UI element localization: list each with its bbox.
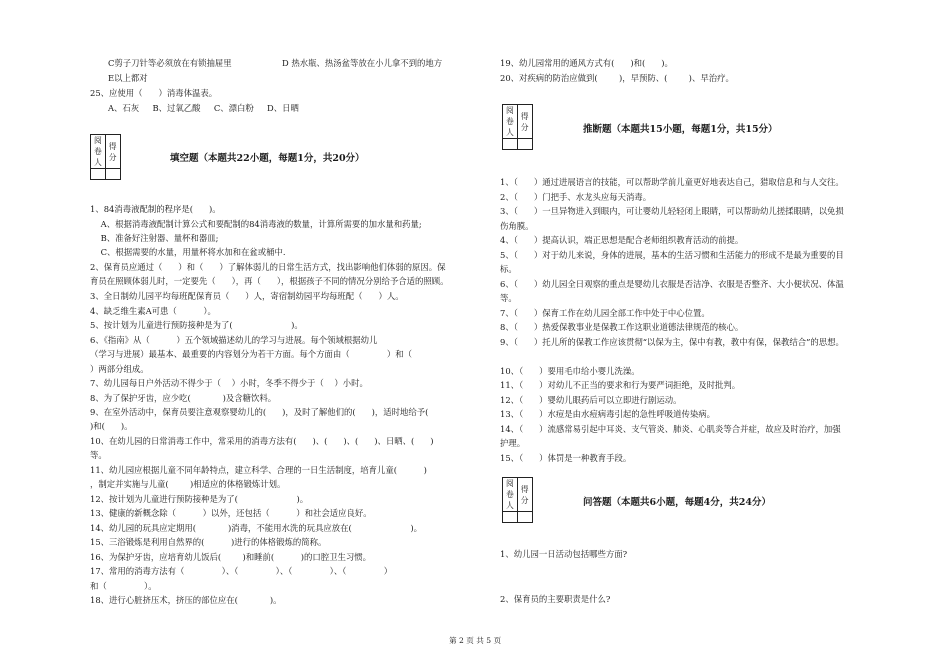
choice-option-c: C剪子刀针等必须放在有锁抽屉里 <box>108 58 232 68</box>
fill-line: ）两部分组成。 <box>90 364 149 374</box>
fill-line: （学习与进展）最基本、最重要的内容划分为若干方面。每个方面由（ ）和（ <box>90 349 413 359</box>
question-19: 19、幼儿园常用的通风方式有( )和( )。 <box>500 58 673 68</box>
fill-line: A、根据消毒液配制计算公式和要配制的84消毒液的数量，计算所需要的加水量和药量; <box>90 219 422 229</box>
reviewer-cell[interactable] <box>503 512 518 523</box>
reviewer-label: 阅卷人 <box>503 105 518 139</box>
choice-option-d: D 热水瓶、热汤盆等放在小儿拿不到的地方 <box>282 58 443 68</box>
fill-line: 15、三浴锻炼是利用自然界的( )进行的体格锻炼的简称。 <box>90 537 327 547</box>
judge-line: 7、（ ）保育工作在幼儿园全部工作中处于中心位置。 <box>500 308 710 318</box>
fill-line: 4、缺乏维生素A可患（ ）。 <box>90 306 216 316</box>
judge-line: 14、（ ）流感常易引起中耳炎、支气管炎、肺炎、心肌炎等合并症，故应及时治疗，加强 <box>500 424 841 434</box>
fill-line: 7、幼儿园每日户外活动不得少于（ ）小时，冬季不得少于（ ）小时。 <box>90 378 368 388</box>
judge-line: 6、（ ）幼儿园全日观察的重点是婴幼儿衣服是否洁净、衣服是否整齐、大小便状况、体温 <box>500 279 844 289</box>
judge-line: 10、（ ）要用毛巾给小婴儿洗澡。 <box>500 366 640 376</box>
fill-line: 育员在照顾体弱儿时，一定要先（ ），再（ ），根据孩子不同的情况分别给予合适的照顾。 <box>90 276 449 286</box>
section-title-fill-in: 填空题（本题共22小题，每题1分，共20分） <box>170 153 365 164</box>
fill-line: 10、在幼儿园的日常消毒工作中，常采用的消毒方法有( )、( )、( )、日晒、( ) <box>90 436 434 446</box>
section-title-qa: 问答题（本题共6小题，每题4分，共24分） <box>583 497 771 508</box>
judge-line: 4、（ ）提高认识，端正思想是配合老师组织教育活动的前提。 <box>500 235 744 245</box>
reviewer-cell[interactable] <box>503 139 518 150</box>
fill-line: )和( )。 <box>90 421 133 431</box>
judge-line: 11、（ ）对幼儿不正当的要求和行为要严词拒绝，及时批判。 <box>500 380 741 390</box>
fill-line: 13、健康的新概念除（ ）以外，还包括（ ）和社会适应良好。 <box>90 508 372 518</box>
fill-line: ，制定并实施与儿童( )相适应的体格锻炼计划。 <box>90 479 286 489</box>
judge-line: 13、（ ）水痘是由水痘病毒引起的急性呼吸道传染病。 <box>500 409 716 419</box>
fill-line: 12、按计划为儿童进行预防接种是为了( )。 <box>90 494 309 504</box>
judge-line: 伤角膜。 <box>500 221 534 231</box>
score-cell[interactable] <box>517 139 532 150</box>
score-cell[interactable] <box>105 169 120 180</box>
score-box <box>502 477 533 523</box>
judge-line: 等。 <box>500 293 517 303</box>
score-box <box>90 134 121 180</box>
score-cell[interactable] <box>517 512 532 523</box>
judge-line: 5、（ ）对于幼儿来说，身体的进展，基本的生活习惯和生活能力的形成不是最为重要的目 <box>500 250 844 260</box>
reviewer-label: 阅卷人 <box>91 135 106 169</box>
reviewer-label: 阅卷人 <box>503 478 518 512</box>
fill-line: 和（ ）。 <box>90 581 157 591</box>
score-label: 得分 <box>517 105 532 139</box>
fill-line: 1、84消毒液配制的程序是( )。 <box>90 204 221 214</box>
qa-question-2: 2、保育员的主要职责是什么? <box>500 594 611 604</box>
judge-line: 2、（ ）门把手、水龙头应每天消毒。 <box>500 192 652 202</box>
fill-line: B、准备好注射器、量杯和器皿; <box>90 233 219 243</box>
fill-line: 11、幼儿园应根据儿童不同年龄特点，建立科学、合理的一日生活制度，培育儿童( ) <box>90 465 427 475</box>
question-25-options: A、石灰 B、过氧乙酸 C、漂白粉 D、日晒 <box>108 103 299 113</box>
qa-question-1: 1、幼儿园一日活动包括哪些方面? <box>500 549 628 559</box>
page-footer: 第 2 页 共 5 页 <box>448 636 502 645</box>
score-label: 得分 <box>105 135 120 169</box>
score-label: 得分 <box>517 478 532 512</box>
fill-line: C、根据需要的水量，用量杯将水加和在盆或桶中. <box>90 247 286 257</box>
fill-line: 16、为保护牙齿，应培育幼儿饭后( )和睡前( )的口腔卫生习惯。 <box>90 552 372 562</box>
reviewer-cell[interactable] <box>91 169 106 180</box>
question-25: 25、应使用（ ）消毒体温表。 <box>90 88 218 98</box>
fill-line: 14、幼儿园的玩具应定期用( )消毒，不能用水洗的玩具应放在( )。 <box>90 523 422 533</box>
fill-line: 3、全日制幼儿园平均每班配保育员（ ）人，寄宿制幼园平均每班配（ ）人。 <box>90 291 404 301</box>
fill-line: 2、保育员应通过（ ）和（ ）了解体弱儿的日常生活方式，找出影响他们体弱的原因。保 <box>90 262 446 272</box>
question-20: 20、对疾病的防治应做到( )，早预防、( )、早治疗。 <box>500 73 734 83</box>
judge-line: 标。 <box>500 264 517 274</box>
judge-line: 1、（ ）通过进展语言的技能，可以帮助学前儿童更好地表达自己，猎取信息和与人交往。 <box>500 177 844 187</box>
score-box <box>502 104 533 150</box>
fill-line: 9、在室外活动中，保育员要注意观察婴幼儿的( )，及时了解他们的( )，适时地给予( <box>90 407 429 417</box>
fill-line: 6、《指南》从（ ）五个领域描述幼儿的学习与进展。每个领域根据幼儿 <box>90 335 378 345</box>
judge-line: 9、（ ）托儿所的保教工作应该贯彻“以保为主，保中有教，教中有保，保教结合”的思想。 <box>500 337 844 347</box>
fill-line: 5、按计划为儿童进行预防接种是为了( )。 <box>90 320 303 330</box>
judge-line: 护理。 <box>500 438 526 448</box>
fill-line: 等。 <box>90 450 107 460</box>
fill-line: 17、常用的消毒方法有（ ）、（ ）、（ ）、（ ） <box>90 566 393 576</box>
fill-line: 18、进行心脏挤压术，挤压的部位应在( )。 <box>90 595 282 605</box>
judge-line: 12、（ ）婴幼儿眼药后可以立即进行剧运动。 <box>500 395 682 405</box>
judge-line: 3、（ ）一旦异物进入到眼内，可让婴幼儿轻轻闭上眼睛，可以帮助幼儿搓揉眼睛，以免损 <box>500 206 844 216</box>
choice-option-e: E以上都对 <box>108 73 148 83</box>
judge-line: 15、（ ）体罚是一种教育手段。 <box>500 453 632 463</box>
fill-line: 8、为了保护牙齿，应少吃( )及含糖饮料。 <box>90 393 277 403</box>
judge-line: 8、（ ）热爱保教事业是保教工作这职业道德法律规范的核心。 <box>500 322 744 332</box>
section-title-judgement: 推断题（本题共15小题，每题1分，共15分） <box>583 124 778 135</box>
